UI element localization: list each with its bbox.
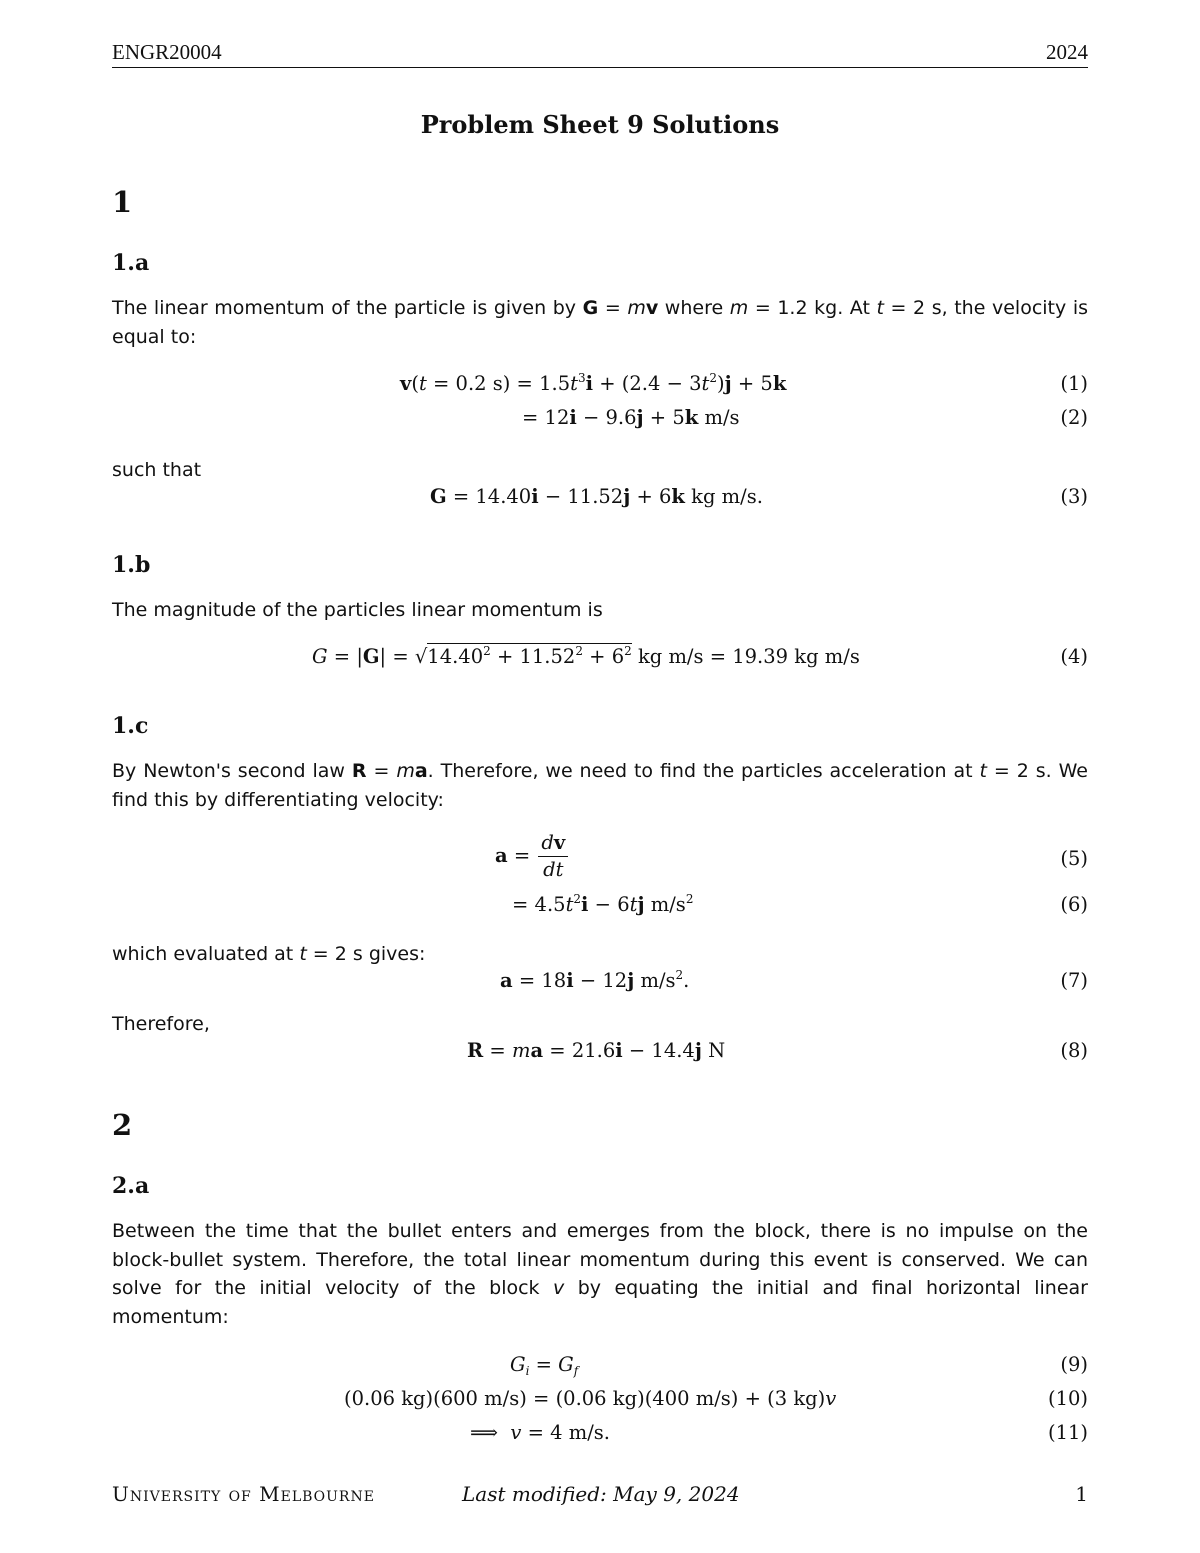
section-1b-heading: 1.b	[112, 552, 151, 578]
section-1-heading: 1	[112, 185, 133, 219]
equation-number: (3)	[1060, 485, 1088, 508]
footer-last-modified: Last modified: May 9, 2024	[462, 1482, 740, 1506]
equation-number: (6)	[1060, 893, 1088, 916]
equation-7: a = 18i − 12j $m/s^2$. (7)	[500, 968, 1088, 992]
footer-university: University of Melbourne	[112, 1482, 375, 1506]
paragraph-2a: Between the time that the bullet enters and emerges from the block, there is no impulse on the block-bullet system. Therefore, the total linear momentum during this event is conserved. We can solve for the initial velocity of the block v by equating the initial and final horizontal linear momentum:	[112, 1220, 1088, 1328]
equation-number: (5)	[1060, 847, 1088, 870]
equation-number: (11)	[1047, 1421, 1088, 1444]
equation-number: (9)	[1060, 1353, 1088, 1376]
header-year: 2024	[1046, 40, 1088, 64]
paragraph-1b: The magnitude of the particles linear momentum is	[112, 599, 603, 621]
equation-number: (1)	[1060, 372, 1088, 395]
section-1c-heading: 1.c	[112, 713, 149, 739]
equation-5: a = $\frac{dv}{dt}$ (5)	[495, 831, 1088, 881]
equation-number: (10)	[1047, 1387, 1088, 1410]
equation-10: (0.06 kg)(600 m/s) = (0.06 kg)(400 m/s) + (3 kg)v (10)	[344, 1387, 1088, 1410]
header-rule	[112, 67, 1088, 68]
equation-9: $G_i = G_f$ (9)	[510, 1353, 1088, 1378]
equation-11: ⟹ v = 4 m/s. (11)	[470, 1421, 1088, 1444]
equation-number: (2)	[1060, 406, 1088, 429]
equation-4: $G = |G| = √14.40^2 + 11.52^2 + 6^2$ kg m/s = 19.39 kg m/s (4)	[312, 644, 1088, 668]
equation-1: v(t = 0.2 $s) = 1.5t^3i + (2.4 - 3t^2)j + 5k$ (1)	[400, 371, 1088, 395]
paragraph-1c-evaluated: which evaluated at t = 2 s gives:	[112, 943, 426, 965]
footer-page-number: 1	[1075, 1482, 1088, 1506]
section-1a-heading: 1.a	[112, 250, 150, 276]
section-2-heading: 2	[112, 1108, 133, 1142]
page-title: Problem Sheet 9 Solutions	[420, 110, 780, 139]
paragraph-1c-intro: By Newton's second law R = ma. Therefore, we need to find the particles acceleration at t = 2 s. We find this by differentiating velocity:	[112, 760, 1088, 811]
paragraph-such-that: such that	[112, 459, 202, 481]
equation-2: = 12i − 9.6j + 5k m/s (2)	[522, 406, 1088, 429]
equation-number: (4)	[1060, 645, 1088, 668]
equation-number: (7)	[1060, 969, 1088, 992]
equation-number: (8)	[1060, 1039, 1088, 1062]
equation-8: R = ma = 21.6i − 14.4j N (8)	[467, 1039, 1088, 1062]
section-2a-heading: 2.a	[112, 1173, 150, 1199]
paragraph-1a-intro: The linear momentum of the particle is given by G = mv where m = 1.2 kg. At t = 2 s, the velocity is equal to:	[112, 297, 1088, 348]
equation-6: = $4.5t^2i - 6tj$ $m/s^2$ (6)	[512, 892, 1088, 916]
equation-3: G = 14.40i − 11.52j + 6k kg m/s. (3)	[430, 485, 1088, 508]
header-course-code: ENGR20004	[112, 40, 222, 64]
paragraph-therefore: Therefore,	[112, 1013, 210, 1035]
